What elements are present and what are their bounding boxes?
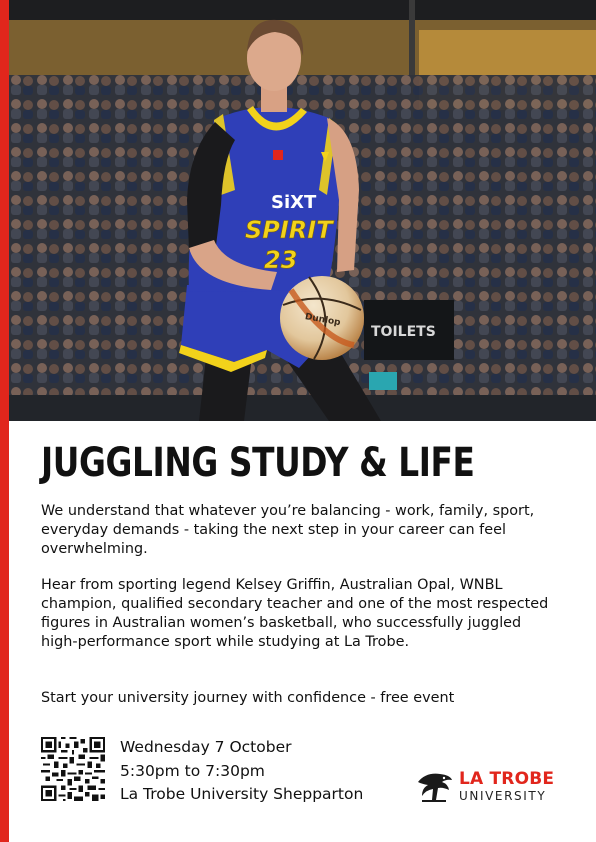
- call-to-action: Start your university journey with confidence - free event: [41, 690, 455, 706]
- eagle-icon: [416, 770, 454, 804]
- jersey-team: SPIRIT: [245, 216, 333, 244]
- jersey-sponsor: SiXT: [271, 192, 317, 213]
- basketball-player-illustration: [9, 0, 596, 421]
- intro-paragraph: We understand that whatever you’re balancing - work, family, sport, everyday demands - taking the next step in your career can feel overwhelming.: [41, 503, 535, 557]
- la-trobe-logo: [416, 768, 560, 808]
- event-time: 5:30pm to 7:30pm: [120, 761, 265, 780]
- speaker-paragraph: Hear from sporting legend Kelsey Griffin, Australian Opal, WNBL champion, qualified secondary teacher and one of the most respected figures in Australian women’s basketball, who successfully juggled high-performance sport while studying at La Trobe.: [41, 577, 549, 650]
- page-title: JUGGLING STUDY & LIFE: [41, 440, 475, 486]
- logo-text-la-trobe: LA TROBE: [459, 769, 555, 789]
- qr-code-icon[interactable]: [41, 737, 105, 801]
- event-location: La Trobe University Shepparton: [120, 785, 364, 803]
- jersey-number: 23: [264, 246, 298, 274]
- svg-text:TOILETS: TOILETS: [371, 324, 436, 340]
- hero-photo: [9, 0, 596, 421]
- logo-text-university: UNIVERSITY: [459, 789, 547, 803]
- event-details: [120, 736, 363, 807]
- event-date: Wednesday 7 October: [120, 738, 292, 756]
- ball-brand: Dunlop: [304, 312, 342, 329]
- red-accent-bar: [0, 0, 9, 842]
